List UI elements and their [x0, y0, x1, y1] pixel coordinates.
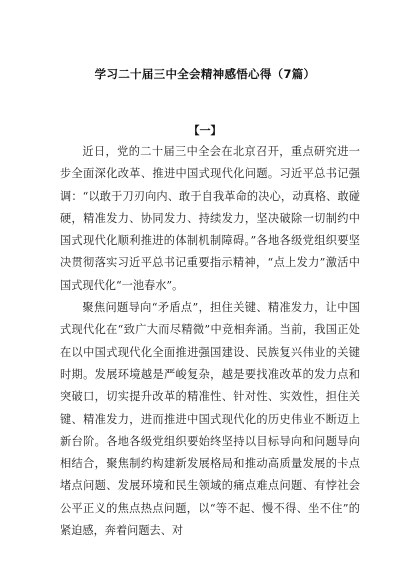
paragraph-2: 聚焦问题导向“矛盾点”，担住关键、精准发力，让中国式现代化在“致广大而尽精微”中竞相奔涌。当前，我国正处在以中国式现代化全面推进强国建设、民族复兴伟业的关键时期。发展环境越是严峻复杂，越是要找准改革的发力点和突破口，切实提升改革的精准性、针对性、实效性，担住关键、精准发力，进而推进中国式现代化的历史伟业不断迈上新台阶。各地各级党组织要始终坚持以目标导向和问题导向相结合，聚焦制约构建新发展格局和推动高质量发展的卡点堵点问题、发展环境和民生领域的痛点难点问题、有悖社会公平正义的焦点热点问题，以“等不起、慢不得、坐不住”的紧迫感，奔着问题去、对: [60, 301, 360, 538]
body-text: [60, 141, 360, 542]
section-heading: 【一】: [188, 124, 222, 137]
paragraph-1: 近日，党的二十届三中全会在北京召开，重点研究进一步全面深化改革、推进中国式现代化问题。习近平总书记强调：“以敢于刀刃向内、敢于自我革命的决心，动真格、敢碰硬，精准发力、协同发力、持续发力，坚决破除一切制约中国式现代化顺利推进的体制机制障碍。”各地各级党组织要坚决贯彻落实习近平总书记重要指示精神，“点上发力”激活中国式现代化“一池春水”。: [60, 145, 360, 292]
document-title: 学习二十届三中全会精神感悟心得（7篇）: [94, 67, 316, 81]
